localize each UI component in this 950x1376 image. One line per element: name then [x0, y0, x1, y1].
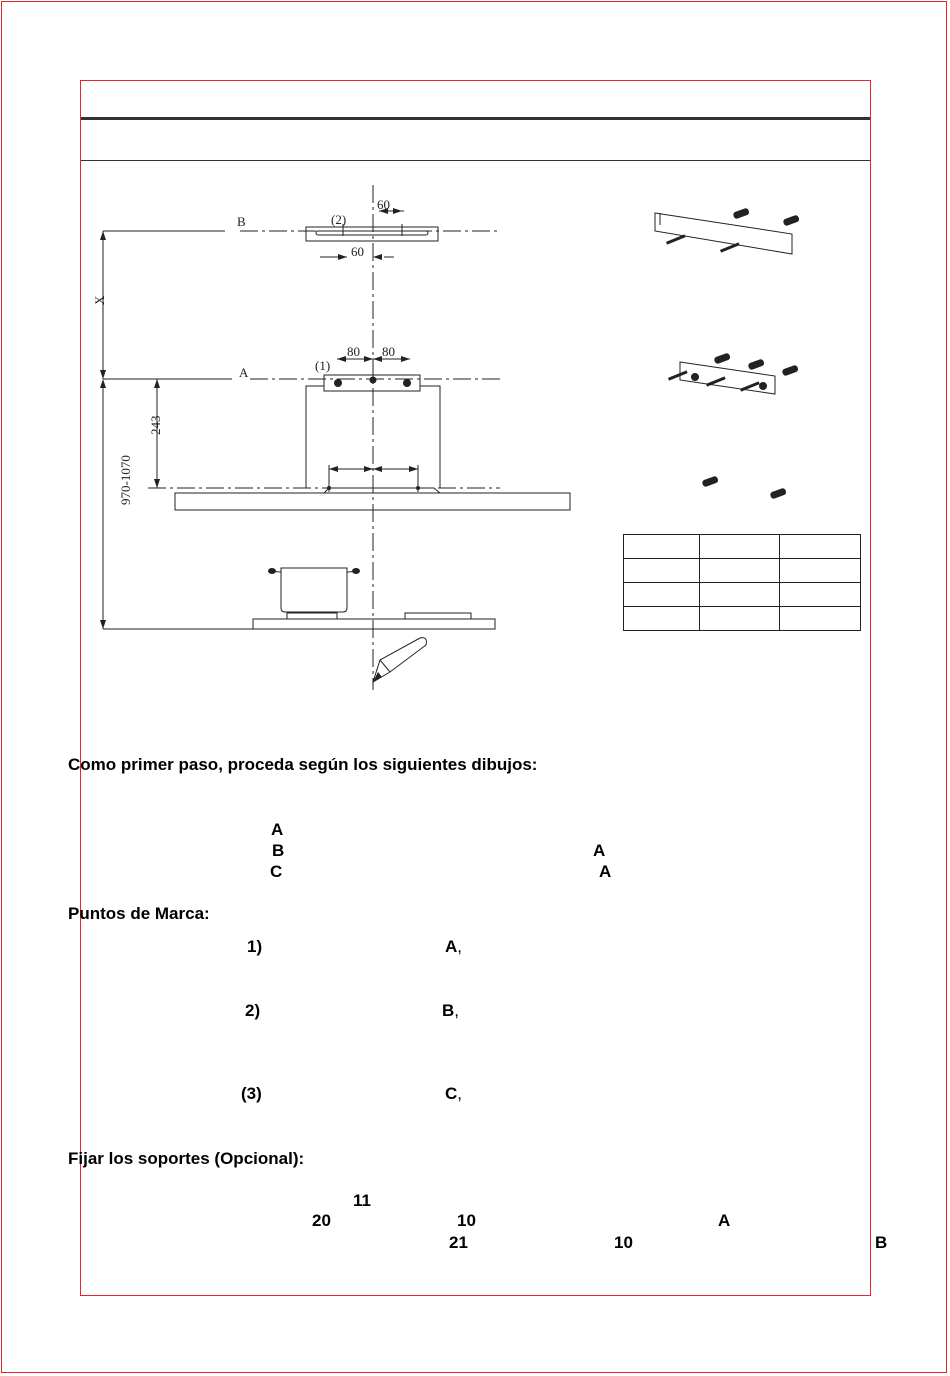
- table-row: [624, 607, 861, 631]
- hob: [253, 619, 495, 629]
- table-cell: [700, 607, 780, 631]
- dim-80-left: 80: [347, 344, 360, 359]
- table-cell: [624, 583, 700, 607]
- table-cell: [780, 607, 861, 631]
- support-value-11: 11: [353, 1191, 371, 1210]
- table-cell: [700, 535, 780, 559]
- mark-2: (2): [331, 212, 347, 227]
- label-a: A: [239, 365, 249, 380]
- first-step-heading: Como primer paso, proceda según los siguientes dibujos:: [68, 755, 538, 774]
- support-letter-a: A: [718, 1211, 731, 1230]
- label-x: X: [92, 295, 107, 305]
- pencil-illustration: [373, 638, 426, 682]
- pot-illustration: [281, 568, 347, 612]
- mark-item-3-letter: C,: [445, 1084, 463, 1103]
- label-b: B: [237, 214, 246, 229]
- letter-b: B: [272, 841, 285, 860]
- mark-1: (1): [315, 358, 331, 373]
- support-value-20: 20: [312, 1211, 331, 1230]
- table-cell: [780, 535, 861, 559]
- letter-a-2: A: [593, 841, 606, 860]
- letter-a-1: A: [271, 820, 284, 839]
- mark-item-1-letter: A,: [445, 937, 463, 956]
- table-cell: [624, 559, 700, 583]
- letter-a-3: A: [599, 862, 612, 881]
- bracket-b: [306, 227, 438, 241]
- marks-heading: Puntos de Marca:: [68, 904, 210, 923]
- table-cell: [700, 583, 780, 607]
- dim-80-right: 80: [382, 344, 395, 359]
- table-cell: [624, 607, 700, 631]
- dim-height-label: 970-1070: [118, 455, 133, 505]
- dim-60-top: 60: [377, 197, 390, 212]
- mark-item-2-num: 2): [245, 1001, 261, 1020]
- support-value-21: 21: [449, 1233, 468, 1252]
- mark-item-3-num: (3): [241, 1084, 262, 1103]
- support-letter-b: B: [875, 1233, 888, 1252]
- spec-table: [623, 534, 861, 631]
- mark-item-1-num: 1): [247, 937, 263, 956]
- table-row: [624, 559, 861, 583]
- table-cell: [780, 583, 861, 607]
- dim-243-label: 243: [148, 415, 163, 435]
- table-row: [624, 583, 861, 607]
- support-value-10-a: 10: [457, 1211, 476, 1230]
- bracket-b-illustration: [655, 213, 792, 254]
- table-cell: [700, 559, 780, 583]
- table-row: [624, 535, 861, 559]
- mark-item-2-letter: B,: [442, 1001, 460, 1020]
- support-value-10-b: 10: [614, 1233, 633, 1252]
- supports-heading: Fijar los soportes (Opcional):: [68, 1149, 305, 1168]
- letter-c: C: [270, 862, 283, 881]
- table-cell: [624, 535, 700, 559]
- table-cell: [780, 559, 861, 583]
- dim-60-bottom: 60: [351, 244, 364, 259]
